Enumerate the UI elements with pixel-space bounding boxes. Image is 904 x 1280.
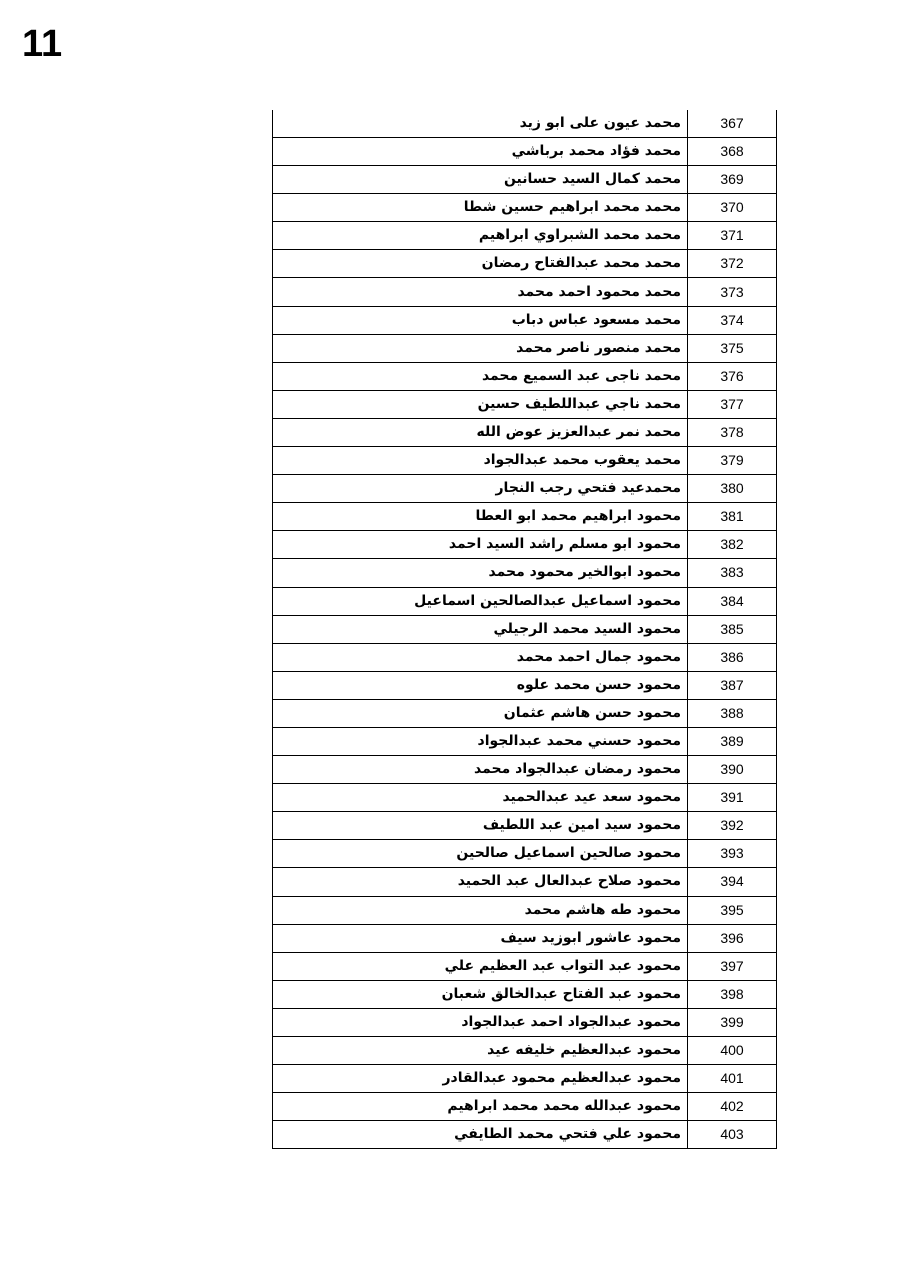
row-name-cell: محمد ناجى عبد السميع محمد [273,362,688,390]
table-row [273,110,777,138]
names-table-body [273,110,777,1149]
table-row [273,699,777,727]
row-number-cell: 381 [688,503,777,531]
row-number-cell: 397 [688,952,777,980]
table-row [273,1121,777,1149]
table-row [273,643,777,671]
row-name-cell: محمود عبدالجواد احمد عبدالجواد [273,1008,688,1036]
row-name-cell: محمد محمود احمد محمد [273,278,688,306]
row-number-cell: 384 [688,587,777,615]
row-name-cell: محمود صالحين اسماعيل صالحين [273,840,688,868]
table-row [273,278,777,306]
row-name-cell: محمد محمد عبدالفتاح رمضان [273,250,688,278]
row-number-cell: 370 [688,194,777,222]
table-row [273,306,777,334]
row-name-cell: محمود ابوالخير محمود محمد [273,559,688,587]
row-number-cell: 386 [688,643,777,671]
row-number-cell: 391 [688,784,777,812]
table-row [273,924,777,952]
row-number-cell: 378 [688,418,777,446]
row-number-cell: 375 [688,334,777,362]
row-name-cell: محمد كمال السيد حسانين [273,166,688,194]
row-name-cell: محمد ناجي عبداللطيف حسين [273,390,688,418]
table-row [273,1008,777,1036]
row-name-cell: محمد منصور ناصر محمد [273,334,688,362]
row-number-cell: 374 [688,306,777,334]
table-row [273,812,777,840]
row-number-cell: 393 [688,840,777,868]
table-row [273,784,777,812]
row-name-cell: محمود عبدالله محمد محمد ابراهيم [273,1093,688,1121]
row-name-cell: محمد فؤاد محمد برباشي [273,138,688,166]
row-name-cell: محمود صلاح عبدالعال عبد الحميد [273,868,688,896]
row-number-cell: 389 [688,727,777,755]
table-row [273,138,777,166]
row-name-cell: محمود علي فتحي محمد الطايفي [273,1121,688,1149]
row-number-cell: 376 [688,362,777,390]
row-name-cell: محمود ابراهيم محمد ابو العطا [273,503,688,531]
table-row [273,1093,777,1121]
row-number-cell: 400 [688,1037,777,1065]
page-number: 11 [22,23,63,65]
row-name-cell: محمود حسني محمد عبدالجواد [273,727,688,755]
table-row [273,222,777,250]
row-name-cell: محمود جمال احمد محمد [273,643,688,671]
row-number-cell: 367 [688,110,777,138]
row-name-cell: محمود عبدالعظيم محمود عبدالقادر [273,1065,688,1093]
table-row [273,727,777,755]
row-number-cell: 369 [688,166,777,194]
row-name-cell: محمد محمد الشبراوي ابراهيم [273,222,688,250]
row-name-cell: محمود سعد عيد عبدالحميد [273,784,688,812]
table-row [273,531,777,559]
row-number-cell: 382 [688,531,777,559]
row-number-cell: 398 [688,980,777,1008]
row-name-cell: محمود السيد محمد الرجيلي [273,615,688,643]
row-number-cell: 387 [688,671,777,699]
row-name-cell: محمود عبدالعظيم خليفه عيد [273,1037,688,1065]
row-name-cell: محمود طه هاشم محمد [273,896,688,924]
table-row [273,952,777,980]
row-name-cell: محمد محمد ابراهيم حسين شطا [273,194,688,222]
table-row [273,503,777,531]
row-number-cell: 371 [688,222,777,250]
table-row [273,1037,777,1065]
table-row [273,671,777,699]
row-name-cell: محمود ابو مسلم راشد السيد احمد [273,531,688,559]
table-row [273,418,777,446]
table-row [273,559,777,587]
names-table [272,110,777,1149]
table-row [273,390,777,418]
table-row [273,447,777,475]
row-number-cell: 390 [688,756,777,784]
row-number-cell: 395 [688,896,777,924]
row-number-cell: 388 [688,699,777,727]
row-name-cell: محمود رمضان عبدالجواد محمد [273,756,688,784]
row-name-cell: محمد يعقوب محمد عبدالجواد [273,447,688,475]
row-number-cell: 402 [688,1093,777,1121]
row-number-cell: 399 [688,1008,777,1036]
table-row [273,362,777,390]
row-name-cell: محمدعيد فتحي رجب النجار [273,475,688,503]
table-row [273,166,777,194]
table-row [273,980,777,1008]
row-name-cell: محمود عبد الفتاح عبدالخالق شعبان [273,980,688,1008]
row-name-cell: محمد مسعود عباس دباب [273,306,688,334]
table-row [273,840,777,868]
row-number-cell: 394 [688,868,777,896]
row-name-cell: محمود حسن محمد علوه [273,671,688,699]
table-row [273,475,777,503]
table-row [273,587,777,615]
row-number-cell: 401 [688,1065,777,1093]
table-row [273,334,777,362]
table-row [273,194,777,222]
row-number-cell: 383 [688,559,777,587]
row-number-cell: 377 [688,390,777,418]
row-name-cell: محمد نمر عبدالعزيز عوض الله [273,418,688,446]
row-number-cell: 385 [688,615,777,643]
row-number-cell: 396 [688,924,777,952]
table-row [273,756,777,784]
row-name-cell: محمود سيد امين عبد اللطيف [273,812,688,840]
row-number-cell: 392 [688,812,777,840]
row-number-cell: 368 [688,138,777,166]
row-number-cell: 403 [688,1121,777,1149]
row-name-cell: محمود عبد التواب عبد العظيم علي [273,952,688,980]
row-name-cell: محمود حسن هاشم عثمان [273,699,688,727]
row-number-cell: 380 [688,475,777,503]
row-number-cell: 372 [688,250,777,278]
table-row [273,1065,777,1093]
table-row [273,250,777,278]
row-name-cell: محمود اسماعيل عبدالصالحين اسماعيل [273,587,688,615]
row-number-cell: 373 [688,278,777,306]
table-row [273,615,777,643]
table-row [273,868,777,896]
table-row [273,896,777,924]
row-name-cell: محمود عاشور ابوزيد سيف [273,924,688,952]
row-name-cell: محمد عيون على ابو زيد [273,110,688,138]
row-number-cell: 379 [688,447,777,475]
